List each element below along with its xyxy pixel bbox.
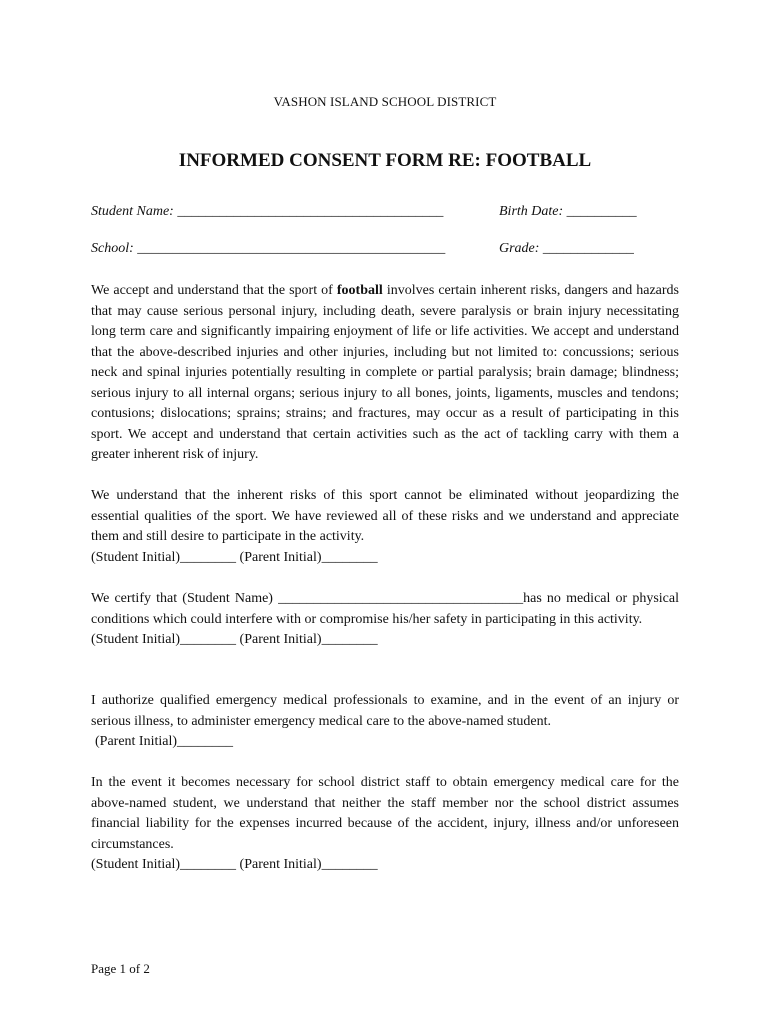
district-name: VASHON ISLAND SCHOOL DISTRICT — [273, 94, 497, 109]
student-parent-initials-line[interactable]: (Student Initial)________ (Parent Initial)________ — [91, 549, 378, 565]
inherent-risks-paragraph — [91, 486, 679, 568]
paragraph-text: We accept and understand that the sport of — [91, 283, 337, 298]
page-number: Page 1 of 2 — [91, 961, 150, 976]
birth-date-field[interactable]: Birth Date: __________ — [499, 204, 637, 219]
grade-field[interactable]: Grade: _____________ — [499, 241, 634, 256]
paragraph-text: We certify that (Student Name) ___________________________________has no medical or physical conditions which could interfere with or compromise his/her safety in participating in this activity. — [91, 591, 679, 627]
school-field[interactable]: School: ____________________________________________ — [91, 241, 446, 256]
paragraph-text: I authorize qualified emergency medical professionals to examine, and in the event of an injury or serious illness, to administer emergency medical care to the above-named student. — [91, 693, 679, 729]
parent-initials-line[interactable]: (Parent Initial)________ — [95, 734, 234, 749]
medical-certification-paragraph — [91, 589, 679, 651]
paragraph-text: In the event it becomes necessary for school district staff to obtain emergency medical care for the above-named student, we understand that neither the staff member nor the school district assumes financial liability for the expenses incurred because of the accident, injury, illness and/or unforeseen circumstances. — [91, 775, 679, 852]
paragraph-text: We understand that the inherent risks of this sport cannot be eliminated without jeopardizing the essential qualities of the sport. We have reviewed all of these risks and we understand and appreciate them and still desire to participate in the activity. — [91, 488, 679, 544]
student-parent-initials-line[interactable]: (Student Initial)________ (Parent Initial)________ — [91, 857, 378, 872]
financial-liability-paragraph — [91, 773, 679, 876]
sport-name: football — [336, 283, 383, 298]
emergency-authorization-paragraph — [91, 691, 679, 753]
form-title: INFORMED CONSENT FORM RE: FOOTBALL — [178, 150, 592, 171]
student-name-field[interactable]: Student Name: ______________________________________ — [91, 204, 444, 219]
paragraph-text: involves certain inherent risks, dangers and hazards that may cause serious personal injury, including death, severe paralysis or brain injury necessitating long term care and significantly impairing enjoyment of life or life activities. We accept and understand that the above-described injuries and other injuries, including but not limited to: concussions; serious neck and spinal injuries potentially resulting in complete or partial paralysis; brain damage; blindness; serious injury to all internal organs; serious injury to all bones, joints, ligaments, muscles and tendons; contusions; dislocations; sprains; strains; and fractures, may occur as a result of participating in this sport. We accept and understand that certain activities such as the act of tackling carry with them a greater inherent risk of injury. — [91, 283, 679, 462]
student-parent-initials-line[interactable]: (Student Initial)________ (Parent Initial)________ — [91, 632, 378, 647]
risk-acknowledgement-paragraph — [91, 281, 679, 466]
